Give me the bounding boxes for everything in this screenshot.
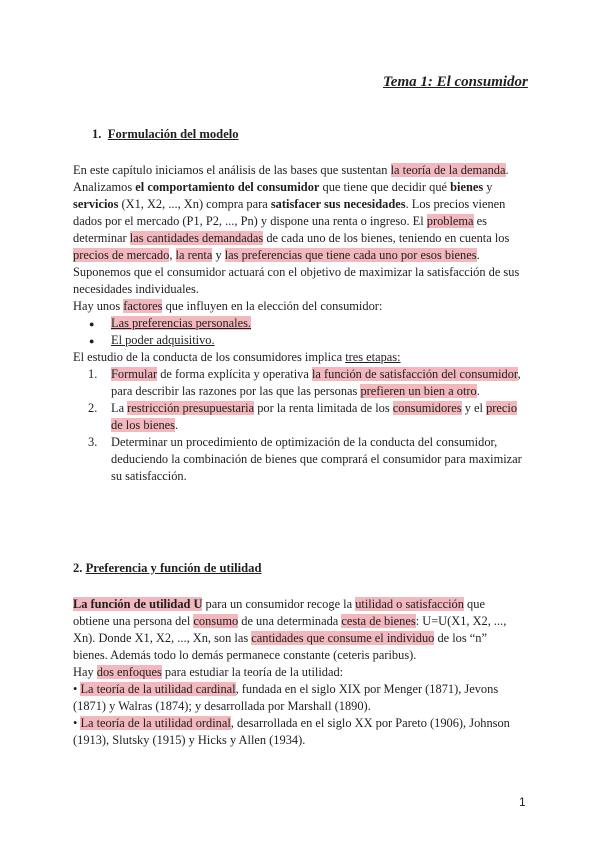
paragraph: • La teoría de la utilidad cardinal, fundada en el siglo XIX por Menger (1871), Jevons (1871) y Walras (1874); y desarrollada por Marshall (1890). xyxy=(73,682,499,713)
page-title: Tema 1: El consumidor xyxy=(383,74,528,90)
highlight: precios de mercado xyxy=(73,248,170,262)
highlight: las preferencias que tiene cada uno por esos bienes xyxy=(224,248,477,262)
bullet-list xyxy=(73,315,523,349)
list-item: 1. Formular de forma explícita y operativa la función de satisfacción del consumidor, para describir las razones por las que las personas prefieren un bien a otro. xyxy=(88,367,521,398)
paragraph: Analizamos el comportamiento del consumidor que tiene que decidir qué bienes y servicios (X1, X2, ..., Xn) compra para satisfacer sus necesidades. Los precios vienen dados por el mercado (P1, P2, ..., Pn) y dispone una renta o ingreso. El problema es determinar las cantidades demandadas de cada uno de los bienes, teniendo en cuenta los precios de mercado, la renta y las preferencias que tiene cada uno por esos bienes. xyxy=(73,180,510,262)
paragraph: Suponemos que el consumidor actuará con el objetivo de maximizar la satisfacción de sus necesidades individuales. xyxy=(73,265,520,296)
list-item: 2. La restricción presupuestaria por la renta limitada de los consumidores y el precio de los bienes. xyxy=(88,401,518,432)
numbered-list xyxy=(73,366,523,485)
section-1-heading xyxy=(92,127,239,142)
section-1-body xyxy=(73,162,523,485)
highlight: la teoría de la demanda xyxy=(390,163,506,177)
paragraph: El estudio de la conducta de los consumidores implica tres etapas: xyxy=(73,350,401,364)
section-2-heading xyxy=(73,561,261,576)
section-number: 2. xyxy=(73,561,83,575)
page-number: 1 xyxy=(519,795,526,809)
paragraph: Hay dos enfoques para estudiar la teoría de la utilidad: xyxy=(73,665,344,679)
highlight: las cantidades demandadas xyxy=(129,231,264,245)
paragraph: En este capítulo iniciamos el análisis de las bases que sustentan la teoría de la demanda. xyxy=(73,163,509,177)
highlight: factores xyxy=(123,299,163,313)
list-item: 3. Determinar un procedimiento de optimización de la conducta del consumidor, deduciendo la combinación de bienes que comprará el consumidor para maximizar su satisfacción. xyxy=(88,435,522,483)
section-number: 1. xyxy=(92,127,102,141)
section-title: Formulación del modelo xyxy=(107,127,239,141)
highlight: La función de utilidad U xyxy=(73,597,203,611)
paragraph: La función de utilidad U para un consumidor recoge la utilidad o satisfacción que obtiene una persona del consumo de una determinada cesta de bienes: U=U(X1, X2, ..., Xn). Donde X1, X2, ..., Xn, son las cantidades que consume el individuo de los “n” bienes. Además todo lo demás permanece constante (ceteris paribus). xyxy=(73,597,507,662)
underlined-text: tres etapas: xyxy=(345,350,401,364)
section-2-body xyxy=(73,596,523,749)
list-item: ● Las preferencias personales. xyxy=(73,315,523,332)
paragraph: Hay unos factores que influyen en la elección del consumidor: xyxy=(73,299,383,313)
section-title: Preferencia y función de utilidad xyxy=(85,561,262,575)
bold-text: el comportamiento del consumidor xyxy=(135,180,320,194)
list-item: ● El poder adquisitivo. xyxy=(73,332,523,349)
highlight: la renta xyxy=(175,248,213,262)
paragraph: • La teoría de la utilidad ordinal, desarrollada en el siglo XX por Pareto (1906), Johnson (1913), Slutsky (1915) y Hicks y Allen (1934). xyxy=(73,716,510,747)
highlight: problema xyxy=(426,214,474,228)
